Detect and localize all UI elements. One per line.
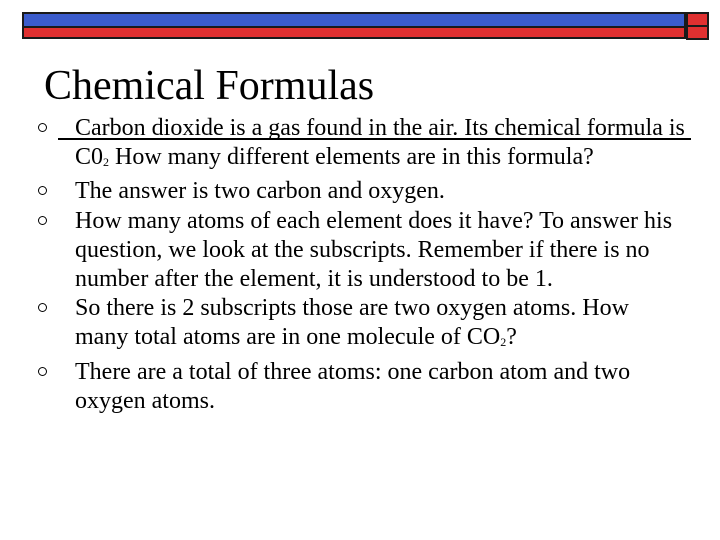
- hollow-circle-bullet-icon: [38, 216, 47, 225]
- bullet-text-part: The answer is two carbon and oxygen.: [75, 178, 445, 205]
- header-blue-bar: [22, 12, 686, 28]
- bullet-item: [38, 358, 688, 416]
- hollow-circle-bullet-icon: [38, 367, 47, 376]
- bullet-text-part: There are a total of three atoms: one carbon atom and two oxygen atoms.: [75, 358, 631, 414]
- subscript-text: 2: [103, 155, 110, 170]
- bullet-item: [38, 294, 688, 357]
- bullet-text-part: Carbon dioxide is a gas found in the air. Its chemical formula is C0: [75, 115, 685, 171]
- bullet-text-part: How many different elements are in this formula?: [109, 144, 594, 171]
- bullet-list: [38, 114, 688, 416]
- bullet-text-part: ?: [506, 324, 517, 351]
- hollow-circle-bullet-icon: [38, 186, 47, 195]
- bullet-text: [75, 208, 672, 292]
- subscript-text: 2: [500, 335, 507, 350]
- bullet-text-part: How many atoms of each element does it have? To answer his question, we look at the subscripts. Remember if there is no number after the element, it is understood to be 1.: [75, 207, 673, 293]
- slide-title: Chemical Formulas: [44, 63, 375, 109]
- hollow-circle-bullet-icon: [38, 303, 47, 312]
- bullet-text: [75, 295, 629, 350]
- header-red-bar: [22, 28, 686, 39]
- bullet-item: [38, 207, 688, 295]
- header-corner-square: [686, 12, 709, 40]
- bullet-text: [75, 178, 445, 204]
- bullet-text: [75, 359, 630, 414]
- bullet-text-part: So there is 2 subscripts those are two oxygen atoms. How many total atoms are in one molecule of CO: [75, 295, 629, 351]
- bullet-text: [75, 115, 685, 170]
- hollow-circle-bullet-icon: [38, 123, 47, 132]
- bullet-item: [38, 177, 688, 206]
- bullet-item: [38, 114, 688, 177]
